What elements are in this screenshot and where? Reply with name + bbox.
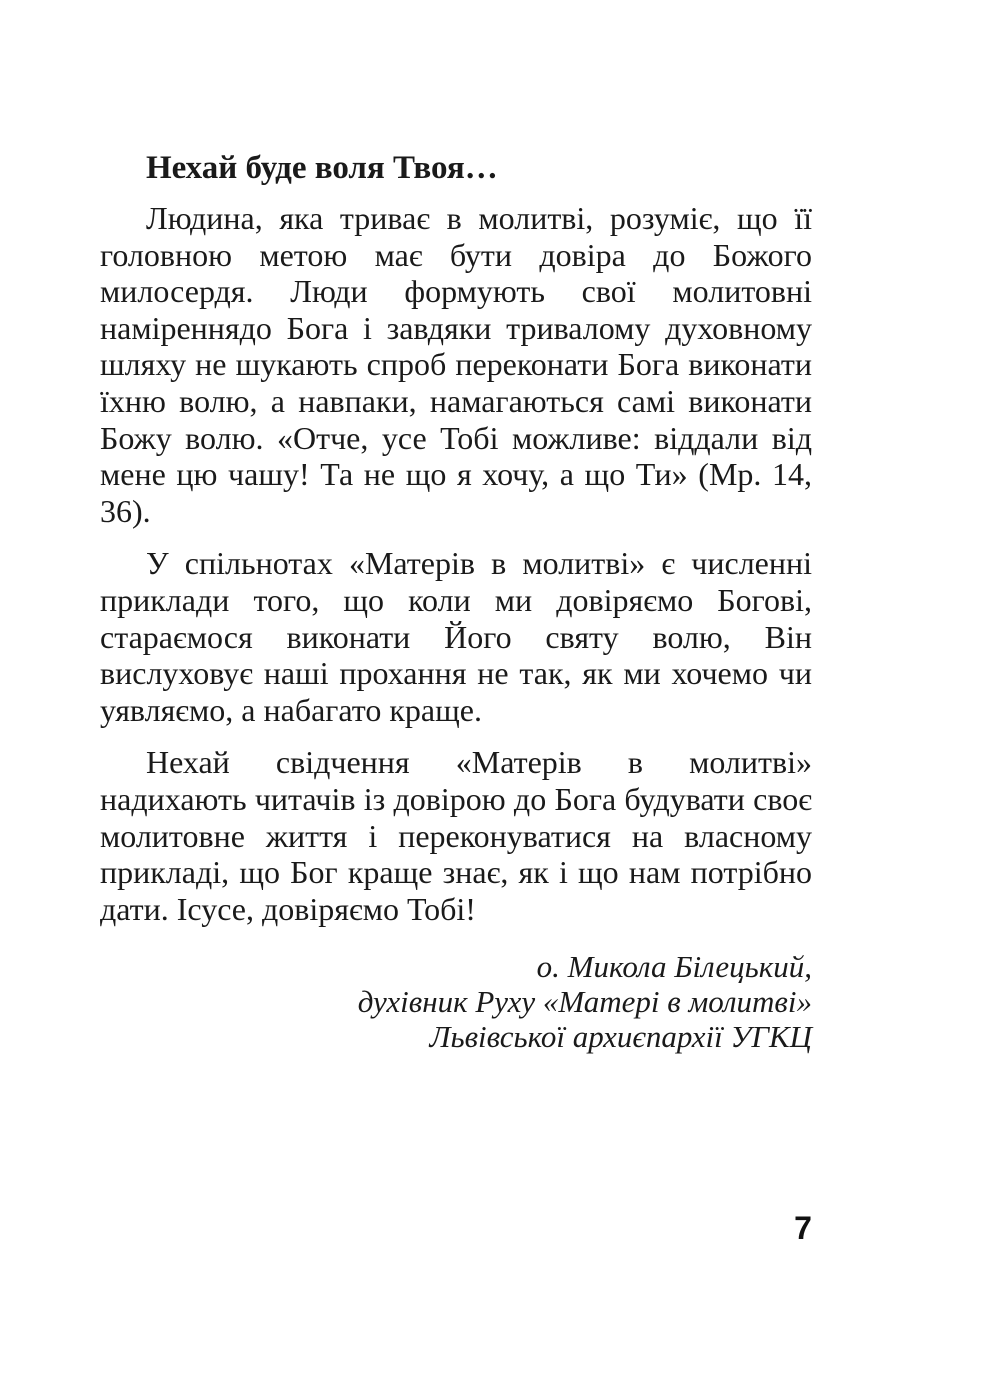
signature-diocese: Львівської архиєпархії УГКЦ — [429, 1019, 812, 1055]
page-content — [100, 148, 812, 1054]
signature-role: духівник Руху «Матері в молитві» — [357, 984, 812, 1020]
signature-author: о. Микола Білецький, — [536, 949, 812, 985]
paragraph-3: Нехай свідчення «Матерів в молитві» надихають читачів із довірою до Бога будувати своє молитовне життя і переконуватися на власному прикладі, що Бог краще знає, як і що нам потрібно дати. Ісусе, довіряємо Тобі! — [100, 744, 812, 927]
page-number: 7 — [794, 1210, 812, 1246]
signature-block — [100, 949, 812, 1054]
section-heading: Нехай буде воля Твоя… — [146, 150, 498, 186]
paragraph-2: У спільнотах «Матерів в молитві» є численні приклади того, що коли ми довіряємо Богові, стараємося виконати Його святу волю, Він вислуховує наші прохання не так, як ми хочемо чи уявляємо, а набагато краще. — [100, 545, 812, 728]
paragraph-1: Людина, яка триває в молитві, розуміє, що її головною метою має бути довіра до Божого милосердя. Люди формують свої молитовні наміреннядо Бога і завдяки тривалому духовному шляху не шукають спроб переконати Бога виконати їхню волю, а навпаки, намагаються самі виконати Божу волю. «Отче, усе Тобі можливе: віддали від мене цю чашу! Та не що я хочу, а що Ти» (Мр. 14, 36). — [100, 200, 812, 529]
